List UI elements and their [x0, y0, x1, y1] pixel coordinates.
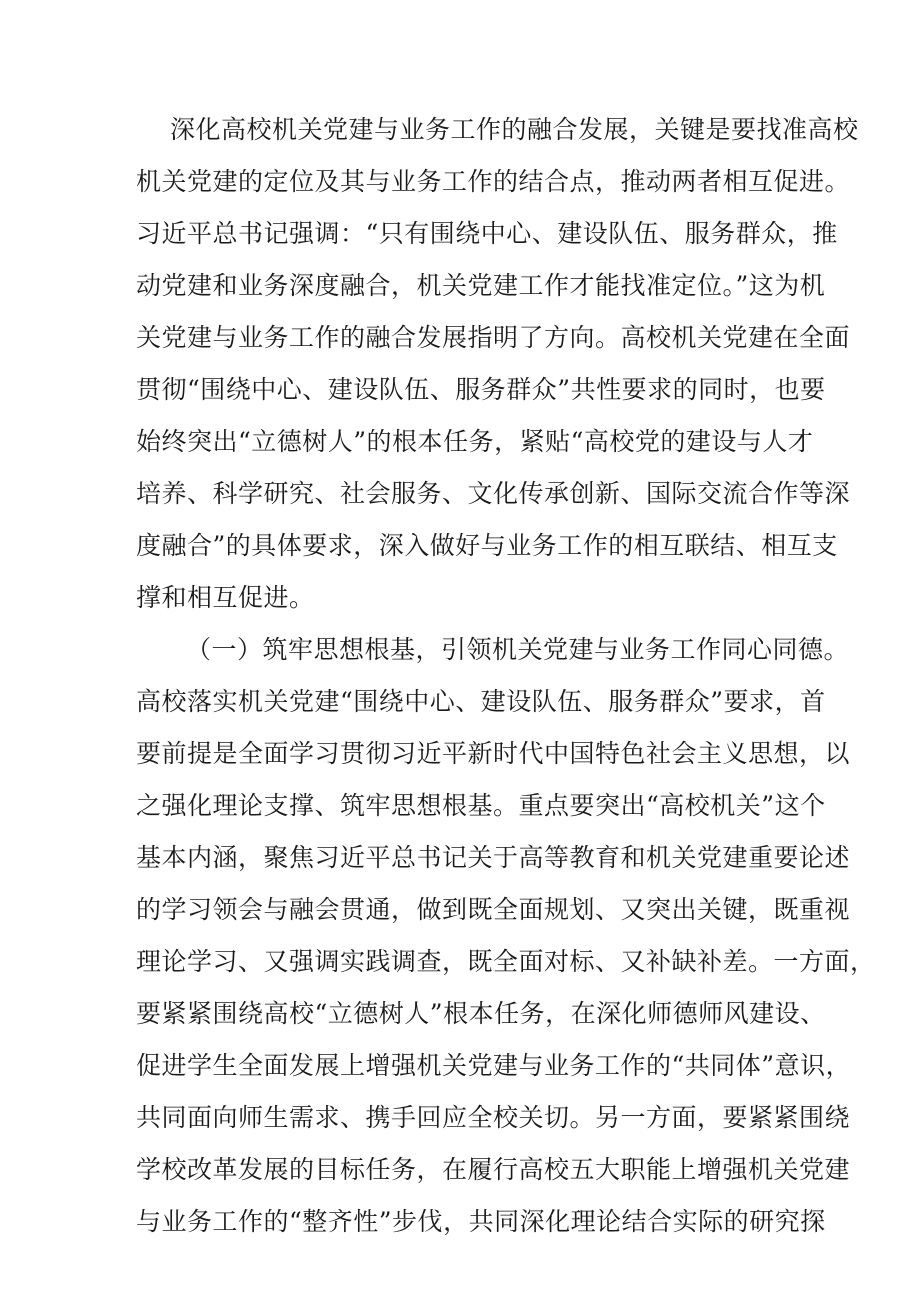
- text-line: 始终突出“立德树人”的根本任务，紧贴“高校党的建设与人才: [136, 427, 814, 456]
- text-line: 共同面向师生需求、携手回应全校关切。另一方面，要紧紧围绕: [136, 1103, 851, 1132]
- text-line: 习近平总书记强调：“只有围绕中心、建设队伍、服务群众，推: [136, 219, 838, 248]
- text-line: 与业务工作的“整齐性”步伐，共同深化理论结合实际的研究探: [136, 1207, 826, 1236]
- text-line: 学校改革发展的目标任务，在履行高校五大职能上增强机关党建: [136, 1155, 851, 1184]
- text-line: 深化高校机关党建与业务工作的融合发展，关键是要找准高校: [170, 115, 859, 144]
- text-line: 贯彻“围绕中心、建设队伍、服务群众”共性要求的同时，也要: [136, 375, 826, 404]
- text-line: 培养、科学研究、社会服务、文化传承创新、国际交流合作等深: [136, 479, 851, 508]
- text-line: 理论学习、又强调实践调查，既全面对标、又补缺补差。一方面，: [136, 947, 876, 976]
- text-line: 撑和相互促进。: [136, 583, 315, 612]
- text-line: 高校落实机关党建“围绕中心、建设队伍、服务群众”要求，首: [136, 687, 826, 716]
- text-line: 关党建与业务工作的融合发展指明了方向。高校机关党建在全面: [136, 323, 851, 352]
- text-line: 要前提是全面学习贯彻习近平新时代中国特色社会主义思想，以: [136, 739, 851, 768]
- document-body: [136, 104, 876, 1248]
- text-line: 基本内涵，聚焦习近平总书记关于高等教育和机关党建重要论述: [136, 843, 851, 872]
- paragraph-intro: [136, 104, 859, 624]
- text-line: 要紧紧围绕高校“立德树人”根本任务，在深化师德师风建设、: [136, 999, 826, 1028]
- section-heading-line: （一）筑牢思想根基，引领机关党建与业务工作同心同德。: [186, 635, 850, 664]
- text-line: 度融合”的具体要求，深入做好与业务工作的相互联结、相互支: [136, 531, 838, 560]
- text-line: 机关党建的定位及其与业务工作的结合点，推动两者相互促进。: [136, 167, 851, 196]
- text-line: 之强化理论支撑、筑牢思想根基。重点要突出“高校机关”这个: [136, 791, 826, 820]
- text-line: 动党建和业务深度融合，机关党建工作才能找准定位。”这为机: [136, 271, 826, 300]
- paragraph-section-1: [136, 624, 876, 1248]
- text-line: 促进学生全面发展上增强机关党建与业务工作的“共同体”意识，: [136, 1051, 852, 1080]
- text-line: 的学习领会与融会贯通，做到既全面规划、又突出关键，既重视: [136, 895, 851, 924]
